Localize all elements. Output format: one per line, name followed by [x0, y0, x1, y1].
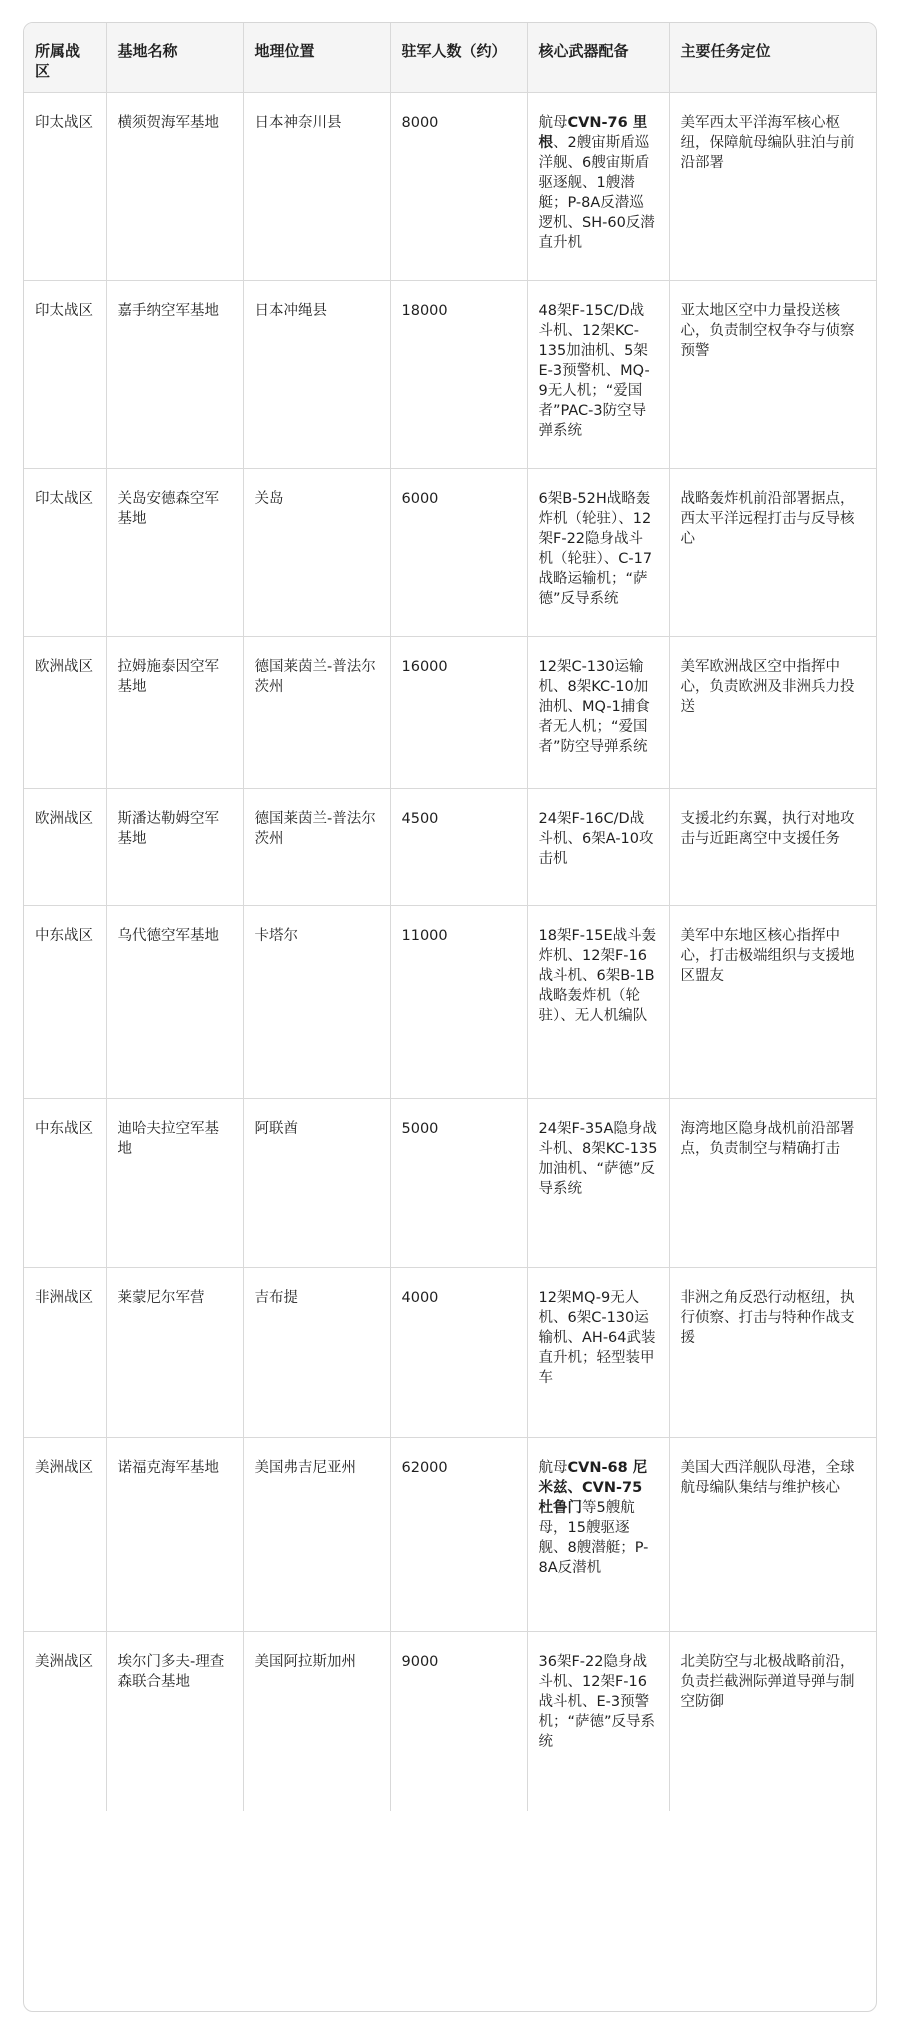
- cell-weapons: [527, 788, 669, 905]
- cell-weapons: [527, 468, 669, 636]
- cell-location: 日本神奈川县: [243, 92, 390, 280]
- cell-zone: 美洲战区: [24, 1437, 106, 1631]
- cell-troops: 62000: [390, 1437, 527, 1631]
- cell-weapons: [527, 1267, 669, 1437]
- cell-mission: 战略轰炸机前沿部署据点，西太平洋远程打击与反导核心: [669, 468, 877, 636]
- cell-base-name: 诺福克海军基地: [106, 1437, 243, 1631]
- cell-mission: 美军中东地区核心指挥中心，打击极端组织与支援地区盟友: [669, 905, 877, 1098]
- cell-mission: 支援北约东翼，执行对地攻击与近距离空中支援任务: [669, 788, 877, 905]
- cell-zone: 欧洲战区: [24, 788, 106, 905]
- cell-mission: 美军欧洲战区空中指挥中心，负责欧洲及非洲兵力投送: [669, 636, 877, 788]
- weapons-text: 48架F-15C/D战斗机、12架KC-135加油机、5架E-3预警机、MQ-9无人机；“爱国者”PAC-3防空导弹系统: [538, 302, 650, 439]
- cell-zone: 欧洲战区: [24, 636, 106, 788]
- table-row: [24, 92, 877, 280]
- header-mission: 主要任务定位: [669, 23, 877, 92]
- cell-zone: 中东战区: [24, 905, 106, 1098]
- cell-troops: 18000: [390, 280, 527, 468]
- cell-mission: 亚太地区空中力量投送核心，负责制空权争夺与侦察预警: [669, 280, 877, 468]
- table-row: [24, 636, 877, 788]
- table-row: [24, 905, 877, 1098]
- cell-zone: 中东战区: [24, 1098, 106, 1267]
- table-row: [24, 1437, 877, 1631]
- cell-troops: 5000: [390, 1098, 527, 1267]
- weapons-text: 航母: [538, 114, 568, 131]
- table-row: [24, 280, 877, 468]
- cell-troops: 4000: [390, 1267, 527, 1437]
- table-header-row: [24, 23, 877, 92]
- cell-troops: 4500: [390, 788, 527, 905]
- cell-location: 德国莱茵兰-普法尔茨州: [243, 636, 390, 788]
- cell-location: 美国阿拉斯加州: [243, 1631, 390, 1811]
- cell-base-name: 关岛安德森空军基地: [106, 468, 243, 636]
- cell-base-name: 迪哈夫拉空军基地: [106, 1098, 243, 1267]
- weapons-text: 24架F-35A隐身战斗机、8架KC-135加油机、“萨德”反导系统: [538, 1120, 658, 1197]
- military-bases-table: [24, 23, 877, 1811]
- cell-troops: 11000: [390, 905, 527, 1098]
- cell-weapons: [527, 1437, 669, 1631]
- cell-location: 吉布提: [243, 1267, 390, 1437]
- cell-location: 美国弗吉尼亚州: [243, 1437, 390, 1631]
- weapons-text: 12架MQ-9无人机、6架C-130运输机、AH-64武装直升机；轻型装甲车: [538, 1289, 656, 1386]
- table-row: [24, 1098, 877, 1267]
- cell-mission: 美军西太平洋海军核心枢纽，保障航母编队驻泊与前沿部署: [669, 92, 877, 280]
- cell-troops: 9000: [390, 1631, 527, 1811]
- cell-mission: 非洲之角反恐行动枢纽，执行侦察、打击与特种作战支援: [669, 1267, 877, 1437]
- cell-location: 德国莱茵兰-普法尔茨州: [243, 788, 390, 905]
- header-base-name: 基地名称: [106, 23, 243, 92]
- cell-location: 阿联酋: [243, 1098, 390, 1267]
- cell-troops: 6000: [390, 468, 527, 636]
- cell-base-name: 拉姆施泰因空军基地: [106, 636, 243, 788]
- cell-mission: 北美防空与北极战略前沿，负责拦截洲际弹道导弹与制空防御: [680, 1653, 855, 1710]
- weapons-text: 18架F-15E战斗轰炸机、12架F-16战斗机、6架B-1B战略轰炸机（轮驻）、无人机编队: [538, 927, 657, 1024]
- weapons-text: 6架B-52H战略轰炸机（轮驻）、12架F-22隐身战斗机（轮驻）、C-17战略运输机；“萨德”反导系统: [538, 490, 653, 607]
- table-row: [24, 1267, 877, 1437]
- table-row: [24, 788, 877, 905]
- cell-mission: 海湾地区隐身战机前沿部署点，负责制空与精确打击: [669, 1098, 877, 1267]
- table-row: [24, 468, 877, 636]
- cell-zone: 印太战区: [24, 92, 106, 280]
- cell-troops: 16000: [390, 636, 527, 788]
- cell-base-name: 斯潘达勒姆空军基地: [106, 788, 243, 905]
- header-zone: 所属战区: [24, 23, 106, 92]
- weapons-text-cont: 等5艘航母，15艘驱逐舰、8艘潜艇；P-8A反潜机: [538, 1499, 649, 1576]
- weapons-text: 航母: [538, 1459, 568, 1476]
- cell-location: 日本冲绳县: [243, 280, 390, 468]
- cell-base-name: 乌代德空军基地: [106, 905, 243, 1098]
- header-location: 地理位置: [243, 23, 390, 92]
- cell-troops: 8000: [390, 92, 527, 280]
- weapons-text-cont: 、2艘宙斯盾巡洋舰、6艘宙斯盾驱逐舰、1艘潜艇；P-8A反潜巡逻机、SH-60反潜直升机: [538, 134, 655, 251]
- cell-zone: 美洲战区: [24, 1631, 106, 1811]
- cell-weapons: [527, 92, 669, 280]
- cell-mission: 美国大西洋舰队母港，全球航母编队集结与维护核心: [669, 1437, 877, 1631]
- cell-base-name: 埃尔门多夫-理查森联合基地: [106, 1631, 243, 1811]
- cell-location: 卡塔尔: [243, 905, 390, 1098]
- weapons-text: 12架C-130运输机、8架KC-10加油机、MQ-1捕食者无人机；“爱国者”防空导弹系统: [538, 658, 650, 755]
- weapons-bold-text: CVN-76 里根: [538, 114, 648, 151]
- cell-weapons: [527, 280, 669, 468]
- bases-table-frame: [23, 22, 877, 2012]
- cell-weapons: [527, 636, 669, 788]
- header-troops: 驻军人数（约）: [390, 23, 527, 92]
- cell-zone: 印太战区: [24, 280, 106, 468]
- cell-location: 关岛: [243, 468, 390, 636]
- cell-base-name: 嘉手纳空军基地: [106, 280, 243, 468]
- cell-weapons: [527, 1631, 669, 1811]
- weapons-text: 24架F-16C/D战斗机、6架A-10攻击机: [538, 810, 654, 867]
- cell-base-name: 莱蒙尼尔军营: [106, 1267, 243, 1437]
- cell-weapons: [527, 905, 669, 1098]
- header-weapons: 核心武器配备: [527, 23, 669, 92]
- cell-base-name: 横须贺海军基地: [106, 92, 243, 280]
- weapons-bold-text: CVN-68 尼米兹、CVN-75 杜鲁门: [538, 1459, 648, 1516]
- cell-weapons: [527, 1098, 669, 1267]
- weapons-text: 36架F-22隐身战斗机、12架F-16战斗机、E-3预警机；“萨德”反导系统: [538, 1653, 656, 1750]
- table-row: [24, 1631, 877, 1811]
- cell-zone: 印太战区: [24, 468, 106, 636]
- cell-zone: 非洲战区: [24, 1267, 106, 1437]
